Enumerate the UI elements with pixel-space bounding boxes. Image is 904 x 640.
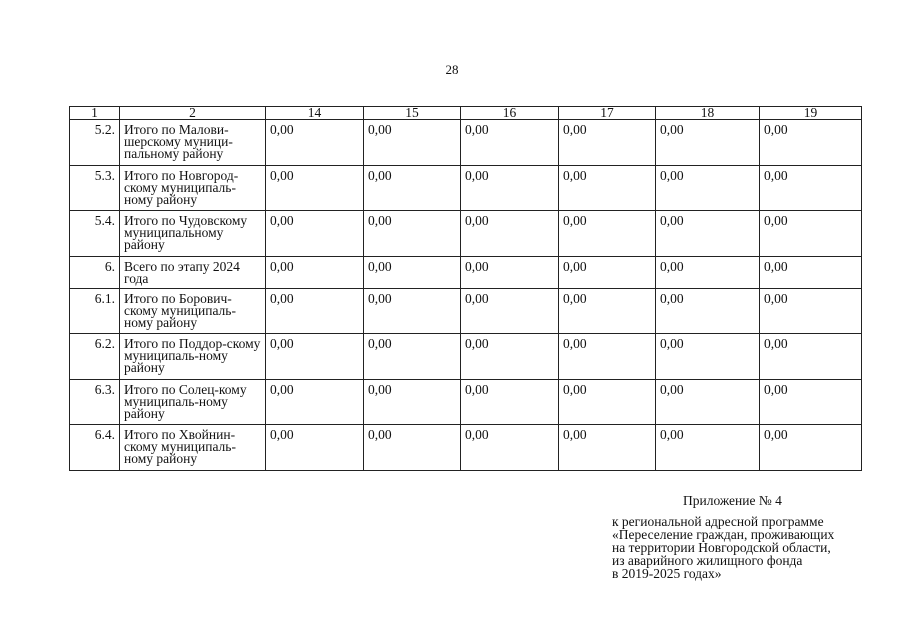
cell-value: 0,00 [364,257,461,289]
table-row [70,211,862,257]
cell-value: 0,00 [656,334,760,380]
cell-value: 0,00 [559,289,656,334]
cell-value: 0,00 [656,289,760,334]
row-number: 5.2. [70,120,120,166]
cell-value: 0,00 [760,380,862,425]
row-number: 5.4. [70,211,120,257]
cell-value: 0,00 [559,211,656,257]
appendix-line: из аварийного жилищного фонда [612,553,803,568]
data-table [69,106,862,471]
cell-value: 0,00 [656,211,760,257]
cell-value: 0,00 [364,425,461,471]
row-name: Итого по Чудовскому муниципальному району [120,211,266,257]
column-header: 14 [266,107,364,120]
cell-value: 0,00 [266,120,364,166]
table-row [70,380,862,425]
column-header: 18 [656,107,760,120]
cell-value: 0,00 [266,289,364,334]
cell-value: 0,00 [559,380,656,425]
cell-value: 0,00 [266,211,364,257]
column-header: 15 [364,107,461,120]
cell-value: 0,00 [559,334,656,380]
header-row [70,107,862,120]
row-number: 6.3. [70,380,120,425]
row-name: Всего по этапу 2024 года [120,257,266,289]
column-header: 2 [120,107,266,120]
cell-value: 0,00 [656,380,760,425]
column-header: 17 [559,107,656,120]
cell-value: 0,00 [760,257,862,289]
cell-value: 0,00 [760,289,862,334]
row-number: 6.1. [70,289,120,334]
cell-value: 0,00 [559,120,656,166]
cell-value: 0,00 [461,166,559,211]
appendix-line: в 2019-2025 годах» [612,566,722,581]
row-number: 6.2. [70,334,120,380]
cell-value: 0,00 [760,425,862,471]
table-row [70,425,862,471]
appendix-line: на территории Новгородской области, [612,540,831,555]
row-name: Итого по Новгород-скому муниципаль-ному району [120,166,266,211]
row-number: 5.3. [70,166,120,211]
cell-value: 0,00 [760,334,862,380]
table-body [70,120,862,471]
row-name: Итого по Поддор-скому муниципаль-ному району [120,334,266,380]
cell-value: 0,00 [461,211,559,257]
table-row [70,334,862,380]
cell-value: 0,00 [266,257,364,289]
cell-value: 0,00 [760,211,862,257]
appendix-block [612,494,882,580]
cell-value: 0,00 [760,166,862,211]
row-name: Итого по Хвойнин-скому муниципаль-ному району [120,425,266,471]
table-row [70,166,862,211]
cell-value: 0,00 [656,425,760,471]
cell-value: 0,00 [461,425,559,471]
appendix-line: к региональной адресной программе [612,514,824,529]
cell-value: 0,00 [364,334,461,380]
cell-value: 0,00 [656,257,760,289]
cell-value: 0,00 [266,380,364,425]
cell-value: 0,00 [364,380,461,425]
cell-value: 0,00 [559,257,656,289]
row-number: 6. [70,257,120,289]
table-row [70,289,862,334]
cell-value: 0,00 [461,380,559,425]
cell-value: 0,00 [461,257,559,289]
row-name: Итого по Малови-шерскому муници-пальному району [120,120,266,166]
row-name: Итого по Борович-скому муниципаль-ному району [120,289,266,334]
table-row [70,257,862,289]
cell-value: 0,00 [760,120,862,166]
row-name: Итого по Солец-кому муниципаль-ному району [120,380,266,425]
cell-value: 0,00 [656,166,760,211]
column-header: 1 [70,107,120,120]
column-header: 19 [760,107,862,120]
row-number: 6.4. [70,425,120,471]
appendix-title: Приложение № 4 [683,493,782,508]
cell-value: 0,00 [559,425,656,471]
cell-value: 0,00 [364,211,461,257]
cell-value: 0,00 [461,120,559,166]
cell-value: 0,00 [364,166,461,211]
cell-value: 0,00 [461,289,559,334]
column-header: 16 [461,107,559,120]
appendix-line: «Переселение граждан, проживающих [612,527,835,542]
cell-value: 0,00 [266,334,364,380]
cell-value: 0,00 [461,334,559,380]
cell-value: 0,00 [266,166,364,211]
cell-value: 0,00 [656,120,760,166]
cell-value: 0,00 [266,425,364,471]
cell-value: 0,00 [364,289,461,334]
cell-value: 0,00 [364,120,461,166]
table-row [70,120,862,166]
cell-value: 0,00 [559,166,656,211]
page-number: 28 [445,62,459,77]
